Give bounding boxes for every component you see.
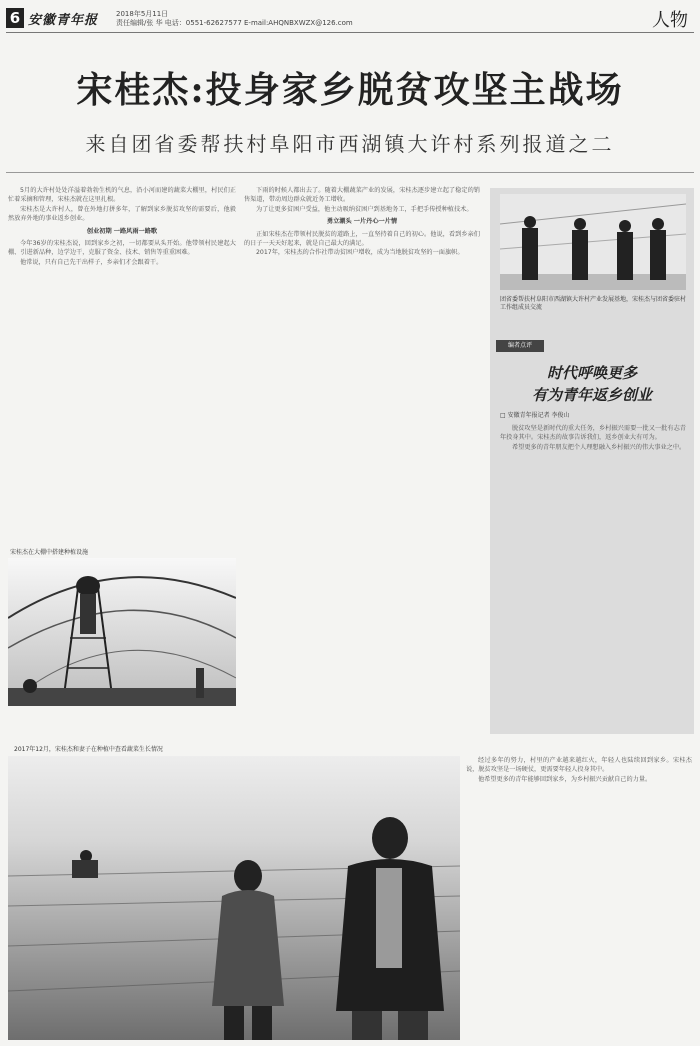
photo-caption: 团省委帮扶村阜阳市西湖镇大许村产业发展基地，宋桂杰与团省委驻村工作组成员交流 (500, 296, 687, 311)
divider (6, 172, 694, 173)
photo-image (500, 194, 686, 290)
paragraph: 经过多年的努力，村里的产业越来越红火，年轻人也陆续回到家乡。宋桂杰说，脱贫攻坚是一场硬仗，更需要年轻人投身其中。 (466, 757, 692, 774)
paragraph: 5月的大许村处处洋溢着勃勃生机的气息，沿小河而建的蔬菜大棚里，村民们正忙着采摘和管理，宋桂杰就在这里扎根。 (8, 187, 236, 204)
photo-image (8, 756, 460, 1040)
subheadline: 来自团省委帮扶村阜阳市西湖镇大许村系列报道之二 (85, 132, 615, 156)
group-photo (500, 194, 686, 290)
headline: 宋桂杰:投身家乡脱贫攻坚主战场 (76, 69, 624, 111)
sidebar-title-line: 时代呼唤更多 (546, 364, 637, 382)
sidebar-author: □ 安徽青年报记者 李俊山 (500, 412, 570, 419)
date-line (116, 10, 353, 28)
date: 2018年5月11日 (116, 10, 169, 18)
paragraph: 脱贫攻坚是新时代的重大任务，乡村振兴需要一批又一批有志青年投身其中。宋桂杰的故事告诉我们，返乡创业大有可为。 (500, 425, 686, 442)
sidebar-title-line: 有为青年返乡创业 (531, 386, 652, 404)
article-column-2 (244, 186, 480, 706)
paragraph: 希望更多的青年朋友把个人理想融入乡村振兴的伟大事业之中。 (512, 443, 686, 451)
masthead (6, 6, 694, 33)
couple-field-photo (8, 756, 460, 1040)
photo-caption: 2017年12月，宋桂杰和妻子在种植中查看蔬菜生长情况 (14, 746, 163, 753)
paragraph: 下雨的时候人都出去了。随着大棚蔬菜产业的发展，宋桂杰逐步建立起了稳定的销售渠道，带动周边群众就近务工增收。 (244, 187, 480, 204)
paragraph: 宋桂杰是大许村人，曾在外地打拼多年，了解到家乡脱贫攻坚的需要后，他毅然放弃外地的事业返乡创业。 (8, 205, 236, 223)
paragraph: 他常说，只有自己先干出样子，乡亲们才会跟着干。 (20, 258, 163, 266)
section-subhead: 勇立潮头 一片丹心一片情 (326, 218, 398, 226)
sidebar-tag: 编者点评 (496, 340, 544, 352)
paragraph: 他希望更多的青年能够回到家乡，为乡村振兴贡献自己的力量。 (478, 775, 652, 783)
paragraph: 2017年，宋桂杰的合作社带动贫困户增收，成为当地脱贫攻坚的一面旗帜。 (256, 249, 464, 257)
paper-name: 安徽青年报 (28, 13, 99, 28)
greenhouse-ladder-photo (8, 558, 236, 706)
editor-line: 责任编辑/张 华 电话：0551-62627577 E-mail:AHQNBXWZX@126.com (116, 19, 353, 27)
sidebar-title (490, 362, 694, 406)
photo-image (8, 558, 236, 706)
section-subhead: 创业初期 一路风雨一路歌 (86, 227, 158, 235)
photo-caption: 宋桂杰在大棚中搭建种植设施 (10, 549, 89, 556)
paragraph: 正如宋桂杰在带领村民脱贫的道路上，一直坚持着自己的初心。他说，看到乡亲们的日子一天天好起来，就是自己最大的满足。 (244, 230, 480, 248)
page-number: 6 (6, 8, 24, 28)
article-column-3 (466, 756, 692, 1040)
sidebar-body (500, 424, 686, 724)
paragraph: 今年36岁的宋桂杰说，回到家乡之初，一切都要从头开始。他带领村民建起大棚、引进新品种，边学边干，克服了资金、技术、销售等重重困难。 (8, 240, 236, 257)
section-label: 人物 (652, 10, 688, 31)
paragraph: 为了让更多贫困户受益，他主动吸纳贫困户到基地务工，手把手传授种植技术。 (256, 205, 473, 213)
article-column-1 (8, 186, 236, 536)
